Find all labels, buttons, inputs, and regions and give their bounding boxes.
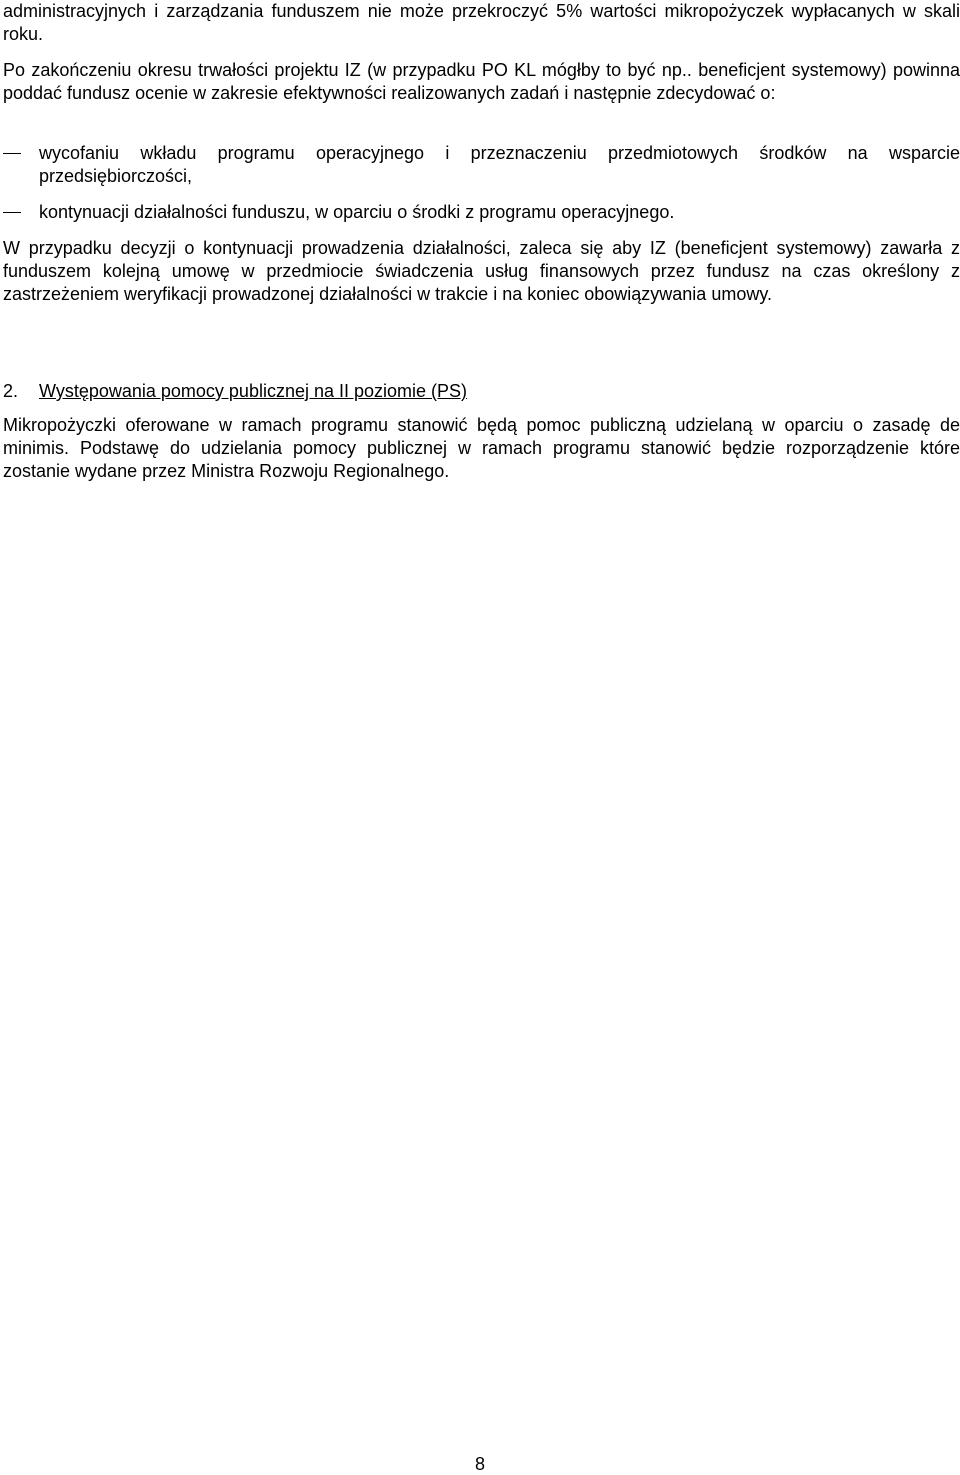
list-item-text: wycofaniu wkładu programu operacyjnego i przeznaczeniu przedmiotowych środków na wsparcie przedsiębiorczości, — [39, 143, 960, 186]
list-item — [3, 201, 960, 224]
section-number: 2. — [3, 381, 19, 401]
paragraph-fund-evaluation: Po zakończeniu okresu trwałości projektu IZ (w przypadku PO KL mógłby to być np.. beneficjent systemowy) powinna poddać fundusz ocenie w zakresie efektywności realizowanych zadań i następnie zdecydować o: — [3, 60, 960, 103]
dash-bullet-icon — [3, 212, 21, 213]
dash-bullet-icon — [3, 153, 21, 154]
paragraph-fund-costs: administracyjnych i zarządzania funduszem nie może przekroczyć 5% wartości mikropożyczek wypłacanych w skali roku. — [3, 1, 960, 44]
page-number: 8 — [474, 1454, 485, 1474]
paragraph-continuation: W przypadku decyzji o kontynuacji prowadzenia działalności, zaleca się aby IZ (beneficjent systemowy) zawarła z funduszem kolejną umowę w przedmiocie świadczenia usług finansowych przez fundusz na czas określony z zastrzeżeniem weryfikacji prowadzonej działalności w trakcie i na koniec obowiązywania umowy. — [3, 238, 960, 304]
section-title: Występowania pomocy publicznej na II poziomie (PS) — [39, 381, 468, 401]
list-item — [3, 142, 960, 188]
paragraph-public-aid: Mikropożyczki oferowane w ramach programu stanowić będą pomoc publiczną udzielaną w oparciu o zasadę de minimis. Podstawę do udzielania pomocy publicznej w ramach programu stanowić będzie rozporządzenie które zostanie wydane przez Ministra Rozwoju Regionalnego. — [3, 415, 960, 481]
list-item-text: kontynuacji działalności funduszu, w oparciu o środki z programu operacyjnego. — [39, 202, 675, 222]
